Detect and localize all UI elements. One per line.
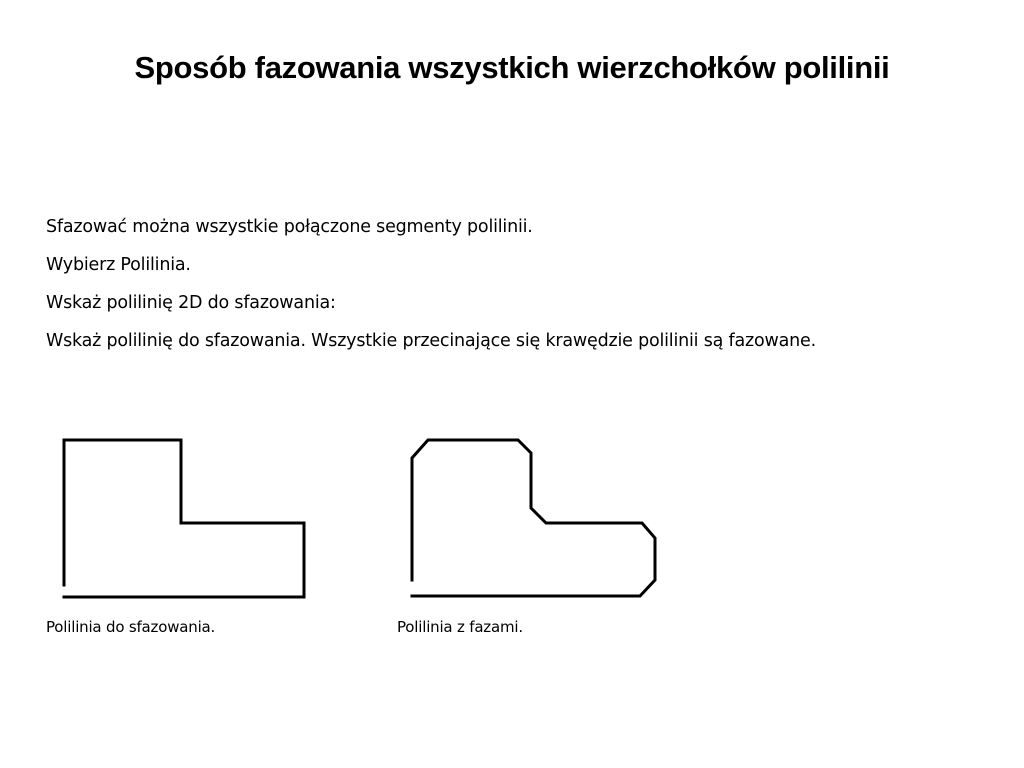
chamfered-polyline-caption: Polilinia z fazami.	[397, 618, 523, 636]
chamfered-polyline	[412, 440, 655, 596]
instructions-block	[46, 208, 1006, 360]
original-polyline-caption: Polilinia do sfazowania.	[46, 618, 216, 636]
slide-title: Sposób fazowania wszystkich wierzchołków polilinii	[134, 50, 890, 85]
original-polyline-figure	[46, 430, 316, 605]
original-polyline-drawing	[46, 430, 316, 605]
chamfered-polyline-drawing	[396, 430, 666, 605]
chamfered-polyline-figure	[396, 430, 666, 605]
instruction-line-2: Wybierz Polilinia.	[46, 255, 191, 275]
instruction-line-4: Wskaż polilinię do sfazowania. Wszystkie przecinające się krawędzie polilinii są fazowane.	[46, 331, 816, 351]
original-polyline	[64, 440, 304, 597]
instruction-line-1: Sfazować można wszystkie połączone segmenty polilinii.	[46, 217, 533, 237]
instruction-line-3: Wskaż polilinię 2D do sfazowania:	[46, 293, 336, 313]
